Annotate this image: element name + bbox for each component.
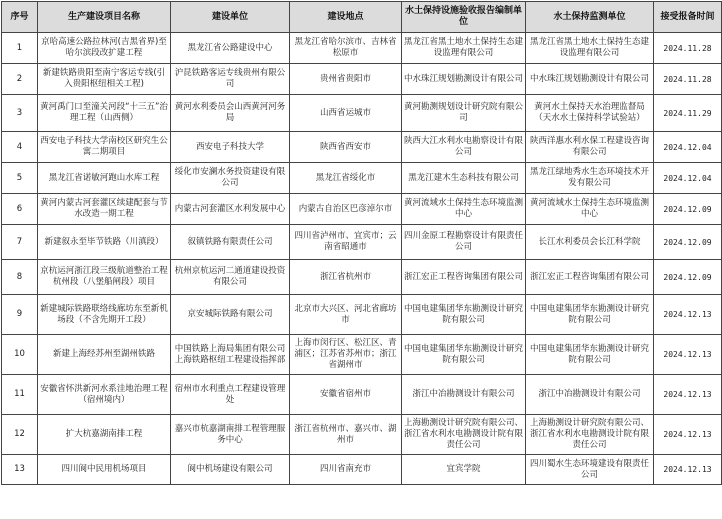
cell-monitor-org: 中国电建集团华东勘测设计研究院有限公司 [526, 335, 654, 375]
cell-seq: 2 [2, 64, 38, 95]
cell-date: 2024.12.09 [654, 194, 722, 225]
header-unit: 建设单位 [171, 2, 290, 33]
cell-project: 黄河内蒙古河套灌区续建配套与节水改造一期工程 [38, 194, 171, 225]
cell-report-org: 黄河流域水土保持生态环境监测中心 [402, 194, 526, 225]
cell-seq: 12 [2, 415, 38, 455]
cell-date: 2024.12.13 [654, 415, 722, 455]
cell-date: 2024.12.09 [654, 225, 722, 260]
cell-unit: 绥化市安澜水务投资建设有限公司 [171, 163, 290, 194]
cell-project: 新建上海经苏州至湖州铁路 [38, 335, 171, 375]
cell-unit: 黑龙江省公路建设中心 [171, 33, 290, 64]
cell-unit: 内蒙古河套灌区水利发展中心 [171, 194, 290, 225]
cell-location: 陕西省西安市 [290, 132, 402, 163]
cell-date: 2024.12.13 [654, 335, 722, 375]
cell-project: 京哈高速公路拉林河(吉黑省界)至哈尔滨段改扩建工程 [38, 33, 171, 64]
cell-seq: 4 [2, 132, 38, 163]
cell-location: 上海市闵行区、松江区、青浦区；江苏省苏州市；浙江省湖州市 [290, 335, 402, 375]
cell-location: 内蒙古自治区巴彦淖尔市 [290, 194, 402, 225]
cell-monitor-org: 浙江中冶勘测设计有限公司 [526, 375, 654, 415]
table-row [2, 295, 722, 335]
cell-unit: 阆中机场建设有限公司 [171, 455, 290, 485]
cell-report-org: 浙江宏正工程咨询集团有限公司 [402, 260, 526, 295]
table-row [2, 375, 722, 415]
cell-report-org: 陕西大江水利水电勘察设计有限公司 [402, 132, 526, 163]
cell-project: 黑龙江省诺敏河跑山水库工程 [38, 163, 171, 194]
cell-unit: 中国铁路上海局集团有限公司上海铁路枢纽工程建设指挥部 [171, 335, 290, 375]
cell-location: 北京市大兴区、河北省廊坊市 [290, 295, 402, 335]
cell-seq: 1 [2, 33, 38, 64]
cell-monitor-org: 中水珠江规划勘测设计有限公司 [526, 64, 654, 95]
cell-location: 黑龙江省哈尔滨市、吉林省松原市 [290, 33, 402, 64]
cell-seq: 13 [2, 455, 38, 485]
cell-date: 2024.12.13 [654, 295, 722, 335]
cell-project: 西安电子科技大学南校区研究生公寓二期项目 [38, 132, 171, 163]
header-seq: 序号 [2, 2, 38, 33]
cell-date: 2024.12.13 [654, 455, 722, 485]
cell-monitor-org: 中国电建集团华东勘测设计研究院有限公司 [526, 295, 654, 335]
cell-monitor-org: 黄河水土保持天水治理监督局（天水水土保持科学试验站） [526, 95, 654, 132]
cell-date: 2024.12.09 [654, 260, 722, 295]
table-row [2, 194, 722, 225]
cell-monitor-org: 黑龙江省黑土地水土保持生态建设监理有限公司 [526, 33, 654, 64]
header-report-org: 水土保持设施验收报告编制单位 [402, 2, 526, 33]
cell-seq: 7 [2, 225, 38, 260]
filing-table [1, 1, 722, 485]
cell-unit: 沪昆铁路客运专线贵州有限公司 [171, 64, 290, 95]
cell-project: 黄河禹门口至潼关河段“十三五”治理工程（山西侧） [38, 95, 171, 132]
table-row [2, 132, 722, 163]
header-date: 接受报备时间 [654, 2, 722, 33]
header-location: 建设地点 [290, 2, 402, 33]
table-row [2, 95, 722, 132]
cell-location: 安徽省宿州市 [290, 375, 402, 415]
cell-seq: 10 [2, 335, 38, 375]
table-row [2, 163, 722, 194]
cell-project: 京杭运河浙江段三级航道整治工程杭州段（八堡船闸段）项目 [38, 260, 171, 295]
cell-date: 2024.11.28 [654, 64, 722, 95]
cell-date: 2024.11.29 [654, 95, 722, 132]
cell-unit: 嘉兴市杭嘉湖南排工程管理服务中心 [171, 415, 290, 455]
cell-unit: 京安城际铁路有限公司 [171, 295, 290, 335]
table-row [2, 225, 722, 260]
cell-seq: 3 [2, 95, 38, 132]
cell-monitor-org: 浙江宏正工程咨询集团有限公司 [526, 260, 654, 295]
cell-unit: 宿州市水利重点工程建设管理处 [171, 375, 290, 415]
cell-report-org: 中国电建集团华东勘测设计研究院有限公司 [402, 335, 526, 375]
cell-report-org: 四川金原工程勘察设计有限责任公司 [402, 225, 526, 260]
cell-date: 2024.12.04 [654, 132, 722, 163]
table-row [2, 64, 722, 95]
cell-location: 山西省运城市 [290, 95, 402, 132]
cell-location: 浙江省杭州市 [290, 260, 402, 295]
table-row [2, 335, 722, 375]
header-monitor-org: 水土保持监测单位 [526, 2, 654, 33]
cell-report-org: 中国电建集团华东勘测设计研究院有限公司 [402, 295, 526, 335]
cell-unit: 西安电子科技大学 [171, 132, 290, 163]
cell-date: 2024.11.28 [654, 33, 722, 64]
cell-location: 黑龙江省绥化市 [290, 163, 402, 194]
cell-monitor-org: 陕西洋惠水利水保工程建设咨询有限公司 [526, 132, 654, 163]
cell-report-org: 中水珠江规划勘测设计有限公司 [402, 64, 526, 95]
cell-monitor-org: 四川蜀水生态环境建设有限责任公司 [526, 455, 654, 485]
cell-location: 四川省泸州市、宜宾市；云南省昭通市 [290, 225, 402, 260]
cell-report-org: 宜宾学院 [402, 455, 526, 485]
cell-project: 新建铁路贵阳至南宁客运专线(引入贵阳枢纽相关工程) [38, 64, 171, 95]
cell-location: 浙江省杭州市、嘉兴市、湖州市 [290, 415, 402, 455]
cell-report-org: 黑龙江建木生态科技有限公司 [402, 163, 526, 194]
cell-date: 2024.12.13 [654, 375, 722, 415]
cell-location: 四川省南充市 [290, 455, 402, 485]
cell-unit: 叙镇铁路有限责任公司 [171, 225, 290, 260]
cell-seq: 5 [2, 163, 38, 194]
cell-monitor-org: 黑龙江绿地秀水生态环境技术开发有限公司 [526, 163, 654, 194]
cell-seq: 9 [2, 295, 38, 335]
cell-monitor-org: 长江水利委员会长江科学院 [526, 225, 654, 260]
cell-seq: 6 [2, 194, 38, 225]
cell-project: 四川阆中民用机场项目 [38, 455, 171, 485]
cell-project: 新建叙永至毕节铁路（川滇段） [38, 225, 171, 260]
cell-monitor-org: 上海勘测设计研究院有限公司、浙江省水利水电勘测设计院有限责任公司 [526, 415, 654, 455]
table-row [2, 260, 722, 295]
cell-seq: 11 [2, 375, 38, 415]
table-row [2, 415, 722, 455]
table-row [2, 33, 722, 64]
cell-report-org: 浙江中冶勘测设计有限公司 [402, 375, 526, 415]
table-row [2, 455, 722, 485]
cell-monitor-org: 黄河流域水土保持生态环境监测中心 [526, 194, 654, 225]
cell-unit: 杭州京杭运河二通道建设投资有限公司 [171, 260, 290, 295]
cell-project: 新建城际铁路联络线廊坊东至新机场段（不含先期开工段） [38, 295, 171, 335]
cell-report-org: 黄河勘测规划设计研究院有限公司 [402, 95, 526, 132]
cell-location: 贵州省贵阳市 [290, 64, 402, 95]
cell-seq: 8 [2, 260, 38, 295]
cell-project: 扩大杭嘉湖南排工程 [38, 415, 171, 455]
cell-report-org: 上海勘测设计研究院有限公司、浙江省水利水电勘测设计院有限责任公司 [402, 415, 526, 455]
cell-report-org: 黑龙江省黑土地水土保持生态建设监理有限公司 [402, 33, 526, 64]
header-project: 生产建设项目名称 [38, 2, 171, 33]
header-row [2, 2, 722, 33]
cell-date: 2024.12.04 [654, 163, 722, 194]
cell-project: 安徽省怀洪新河水系洼地治理工程（宿州境内） [38, 375, 171, 415]
cell-unit: 黄河水利委员会山西黄河河务局 [171, 95, 290, 132]
